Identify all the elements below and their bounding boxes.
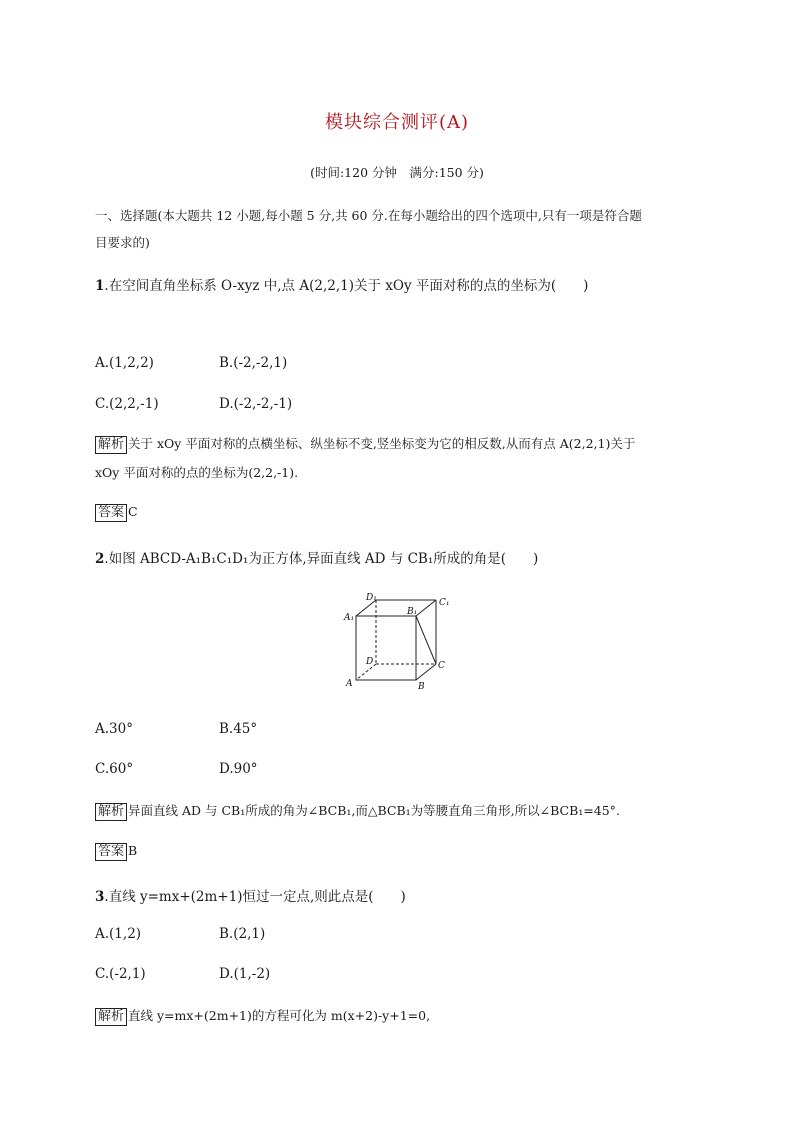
q1-option-c: C.(2,2,-1) bbox=[95, 396, 159, 412]
q1-option-d: D.(-2,-2,-1) bbox=[219, 396, 293, 412]
analysis-tag: 解析 bbox=[95, 1008, 127, 1026]
section-heading-line2: 目要求的) bbox=[95, 235, 150, 250]
q2-answer bbox=[95, 843, 137, 861]
q2-option-c: C.60° bbox=[95, 761, 134, 777]
question-number: 3 bbox=[95, 889, 105, 905]
label-a1: A₁ bbox=[344, 613, 355, 623]
label-d1: D₁ bbox=[366, 593, 377, 603]
question-1-stem bbox=[95, 274, 588, 294]
label-c1: C₁ bbox=[439, 598, 450, 608]
question-3-stem bbox=[95, 885, 406, 905]
q2-option-a: A.30° bbox=[95, 721, 133, 737]
page-title: 模块综合测评(A) bbox=[324, 112, 470, 133]
q2-option-d: D.90° bbox=[219, 761, 258, 777]
analysis-text: 异面直线 AD 与 CB₁所成的角为∠BCB₁,而△BCB₁为等腰直角三角形,所以∠BCB₁=45°. bbox=[128, 803, 620, 818]
label-b1: B₁ bbox=[407, 607, 418, 617]
analysis-text: 直线 y=mx+(2m+1)的方程可化为 m(x+2)-y+1=0, bbox=[128, 1008, 431, 1023]
analysis-tag: 解析 bbox=[95, 803, 127, 821]
answer-tag: 答案 bbox=[95, 504, 127, 522]
question-2-stem bbox=[95, 547, 538, 567]
q1-analysis-line1 bbox=[95, 434, 635, 454]
question-number: 1 bbox=[95, 278, 105, 294]
section-heading-line1: 一、选择题(本大题共 12 小题,每小题 5 分,共 60 分.在每小题给出的四个选项中,只有一项是符合题 bbox=[95, 208, 642, 223]
answer-value: C bbox=[128, 504, 138, 519]
q1-analysis-line2: xOy 平面对称的点的坐标为(2,2,-1). bbox=[95, 465, 299, 480]
question-text: .直线 y=mx+(2m+1)恒过一定点,则此点是( ) bbox=[104, 889, 406, 905]
q3-option-a: A.(1,2) bbox=[95, 926, 142, 942]
q3-analysis bbox=[95, 1006, 430, 1026]
q3-option-c: C.(-2,1) bbox=[95, 966, 146, 982]
label-b: B bbox=[418, 682, 425, 692]
question-number: 2 bbox=[95, 551, 105, 567]
q3-option-b: B.(2,1) bbox=[219, 926, 266, 942]
question-text: .如图 ABCD-A₁B₁C₁D₁为正方体,异面直线 AD 与 CB₁所成的角是( ) bbox=[104, 551, 539, 567]
q3-option-d: D.(1,-2) bbox=[219, 966, 271, 982]
exam-meta: (时间:120 分钟 满分:150 分) bbox=[310, 165, 484, 180]
q1-option-b: B.(-2,-2,1) bbox=[219, 355, 288, 371]
answer-tag: 答案 bbox=[95, 843, 127, 861]
q1-answer bbox=[95, 504, 138, 522]
analysis-tag: 解析 bbox=[95, 436, 127, 454]
q2-option-b: B.45° bbox=[219, 721, 258, 737]
label-a: A bbox=[346, 679, 353, 689]
analysis-text: 关于 xOy 平面对称的点横坐标、纵坐标不变,竖坐标变为它的相反数,从而有点 A(2,2,1)关于 bbox=[128, 436, 636, 451]
label-d: D bbox=[366, 657, 374, 667]
q2-analysis bbox=[95, 801, 620, 821]
answer-value: B bbox=[128, 843, 138, 858]
cube-figure bbox=[336, 588, 466, 692]
q1-option-a: A.(1,2,2) bbox=[95, 355, 154, 371]
label-c: C bbox=[438, 661, 445, 671]
question-text: .在空间直角坐标系 O-xyz 中,点 A(2,2,1)关于 xOy 平面对称的点的坐标为( ) bbox=[104, 278, 589, 294]
